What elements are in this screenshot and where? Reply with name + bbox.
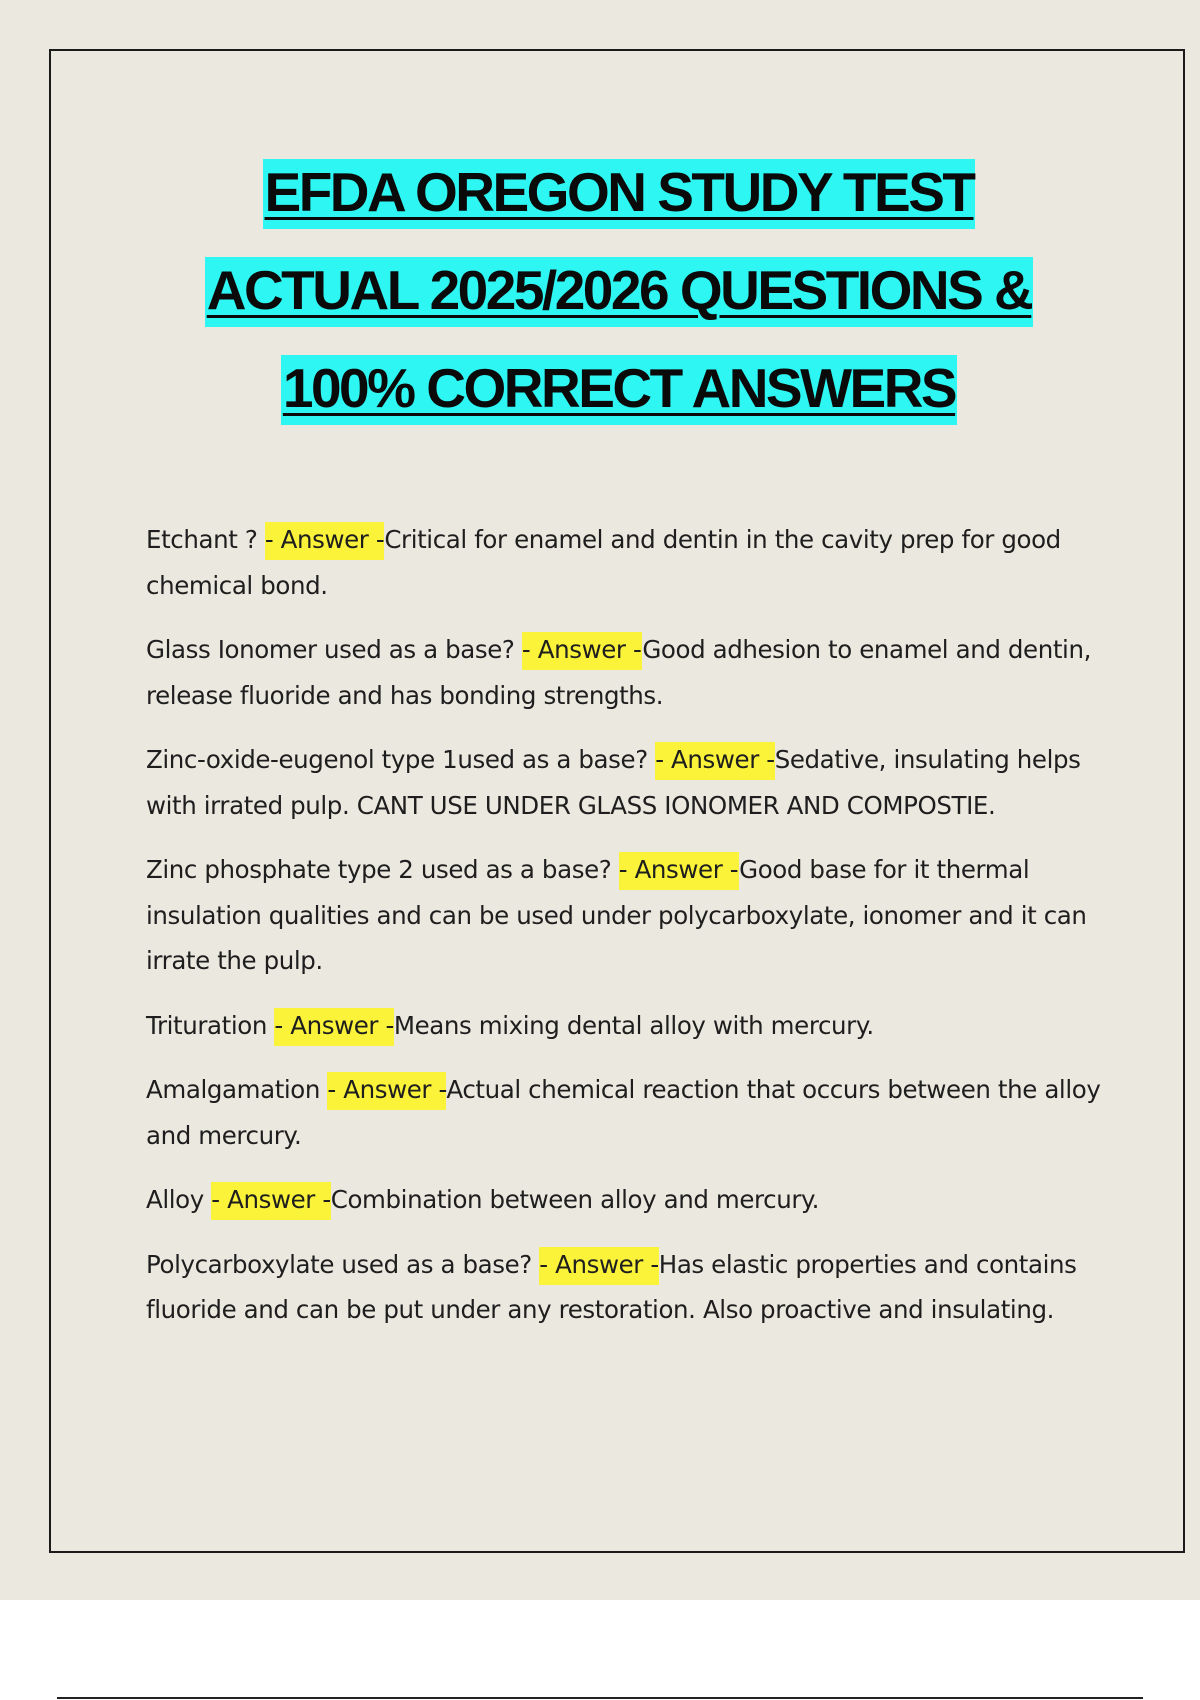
question-text: Etchant ? xyxy=(146,525,265,554)
answer-marker: - Answer - xyxy=(539,1247,659,1285)
question-text: Zinc-oxide-eugenol type 1used as a base? xyxy=(146,745,656,774)
qa-item xyxy=(146,1177,1136,1223)
question-text: Zinc phosphate type 2 used as a base? xyxy=(146,855,619,884)
qa-item xyxy=(146,737,1136,828)
page-border-frame xyxy=(49,49,1185,1553)
qa-item xyxy=(146,847,1136,984)
answer-text: Combination between alloy and mercury. xyxy=(330,1185,820,1214)
title-line-1: EFDA OREGON STUDY TEST xyxy=(51,143,1187,241)
qa-item xyxy=(146,517,1136,608)
answer-text: Good base for it thermal insulation qualities and can be used under polycarboxylate, ionomer and it can irrate the pulp. xyxy=(146,855,1087,975)
question-answer-list xyxy=(146,517,1136,1352)
answer-marker: - Answer - xyxy=(522,632,642,670)
answer-marker: - Answer - xyxy=(619,852,739,890)
answer-text: Good adhesion to enamel and dentin, release fluoride and has bonding strengths. xyxy=(146,635,1091,710)
question-text: Amalgamation xyxy=(146,1075,328,1104)
answer-text: Has elastic properties and contains fluoride and can be put under any restoration. Also proactive and insulating. xyxy=(146,1249,1077,1324)
title-line-2: ACTUAL 2025/2026 QUESTIONS & xyxy=(51,241,1187,339)
question-text: Alloy xyxy=(146,1185,212,1214)
answer-text: Sedative, insulating helps with irrated pulp. CANT USE UNDER GLASS IONOMER AND COMPOSTIE. xyxy=(146,745,1081,820)
answer-marker: - Answer - xyxy=(274,1008,394,1046)
answer-marker: - Answer - xyxy=(265,522,385,560)
title-line-3: 100% CORRECT ANSWERS xyxy=(51,339,1187,437)
footer-divider xyxy=(57,1697,1143,1699)
answer-text: Means mixing dental alloy with mercury. xyxy=(393,1010,874,1040)
qa-item xyxy=(146,1242,1136,1333)
document-title xyxy=(51,143,1187,437)
question-text: Glass Ionomer used as a base? xyxy=(146,635,522,664)
answer-marker: - Answer - xyxy=(655,742,775,780)
qa-item xyxy=(146,627,1136,718)
qa-item xyxy=(146,1067,1136,1158)
answer-marker: - Answer - xyxy=(211,1182,331,1220)
question-text: Polycarboxylate used as a base? xyxy=(146,1249,540,1279)
question-text: Trituration xyxy=(146,1010,275,1040)
qa-item xyxy=(146,1003,1136,1049)
answer-text: Critical for enamel and dentin in the cavity prep for good chemical bond. xyxy=(146,525,1061,600)
answer-marker: - Answer - xyxy=(327,1072,446,1110)
answer-text: Actual chemical reaction that occurs between the alloy and mercury. xyxy=(146,1075,1101,1150)
